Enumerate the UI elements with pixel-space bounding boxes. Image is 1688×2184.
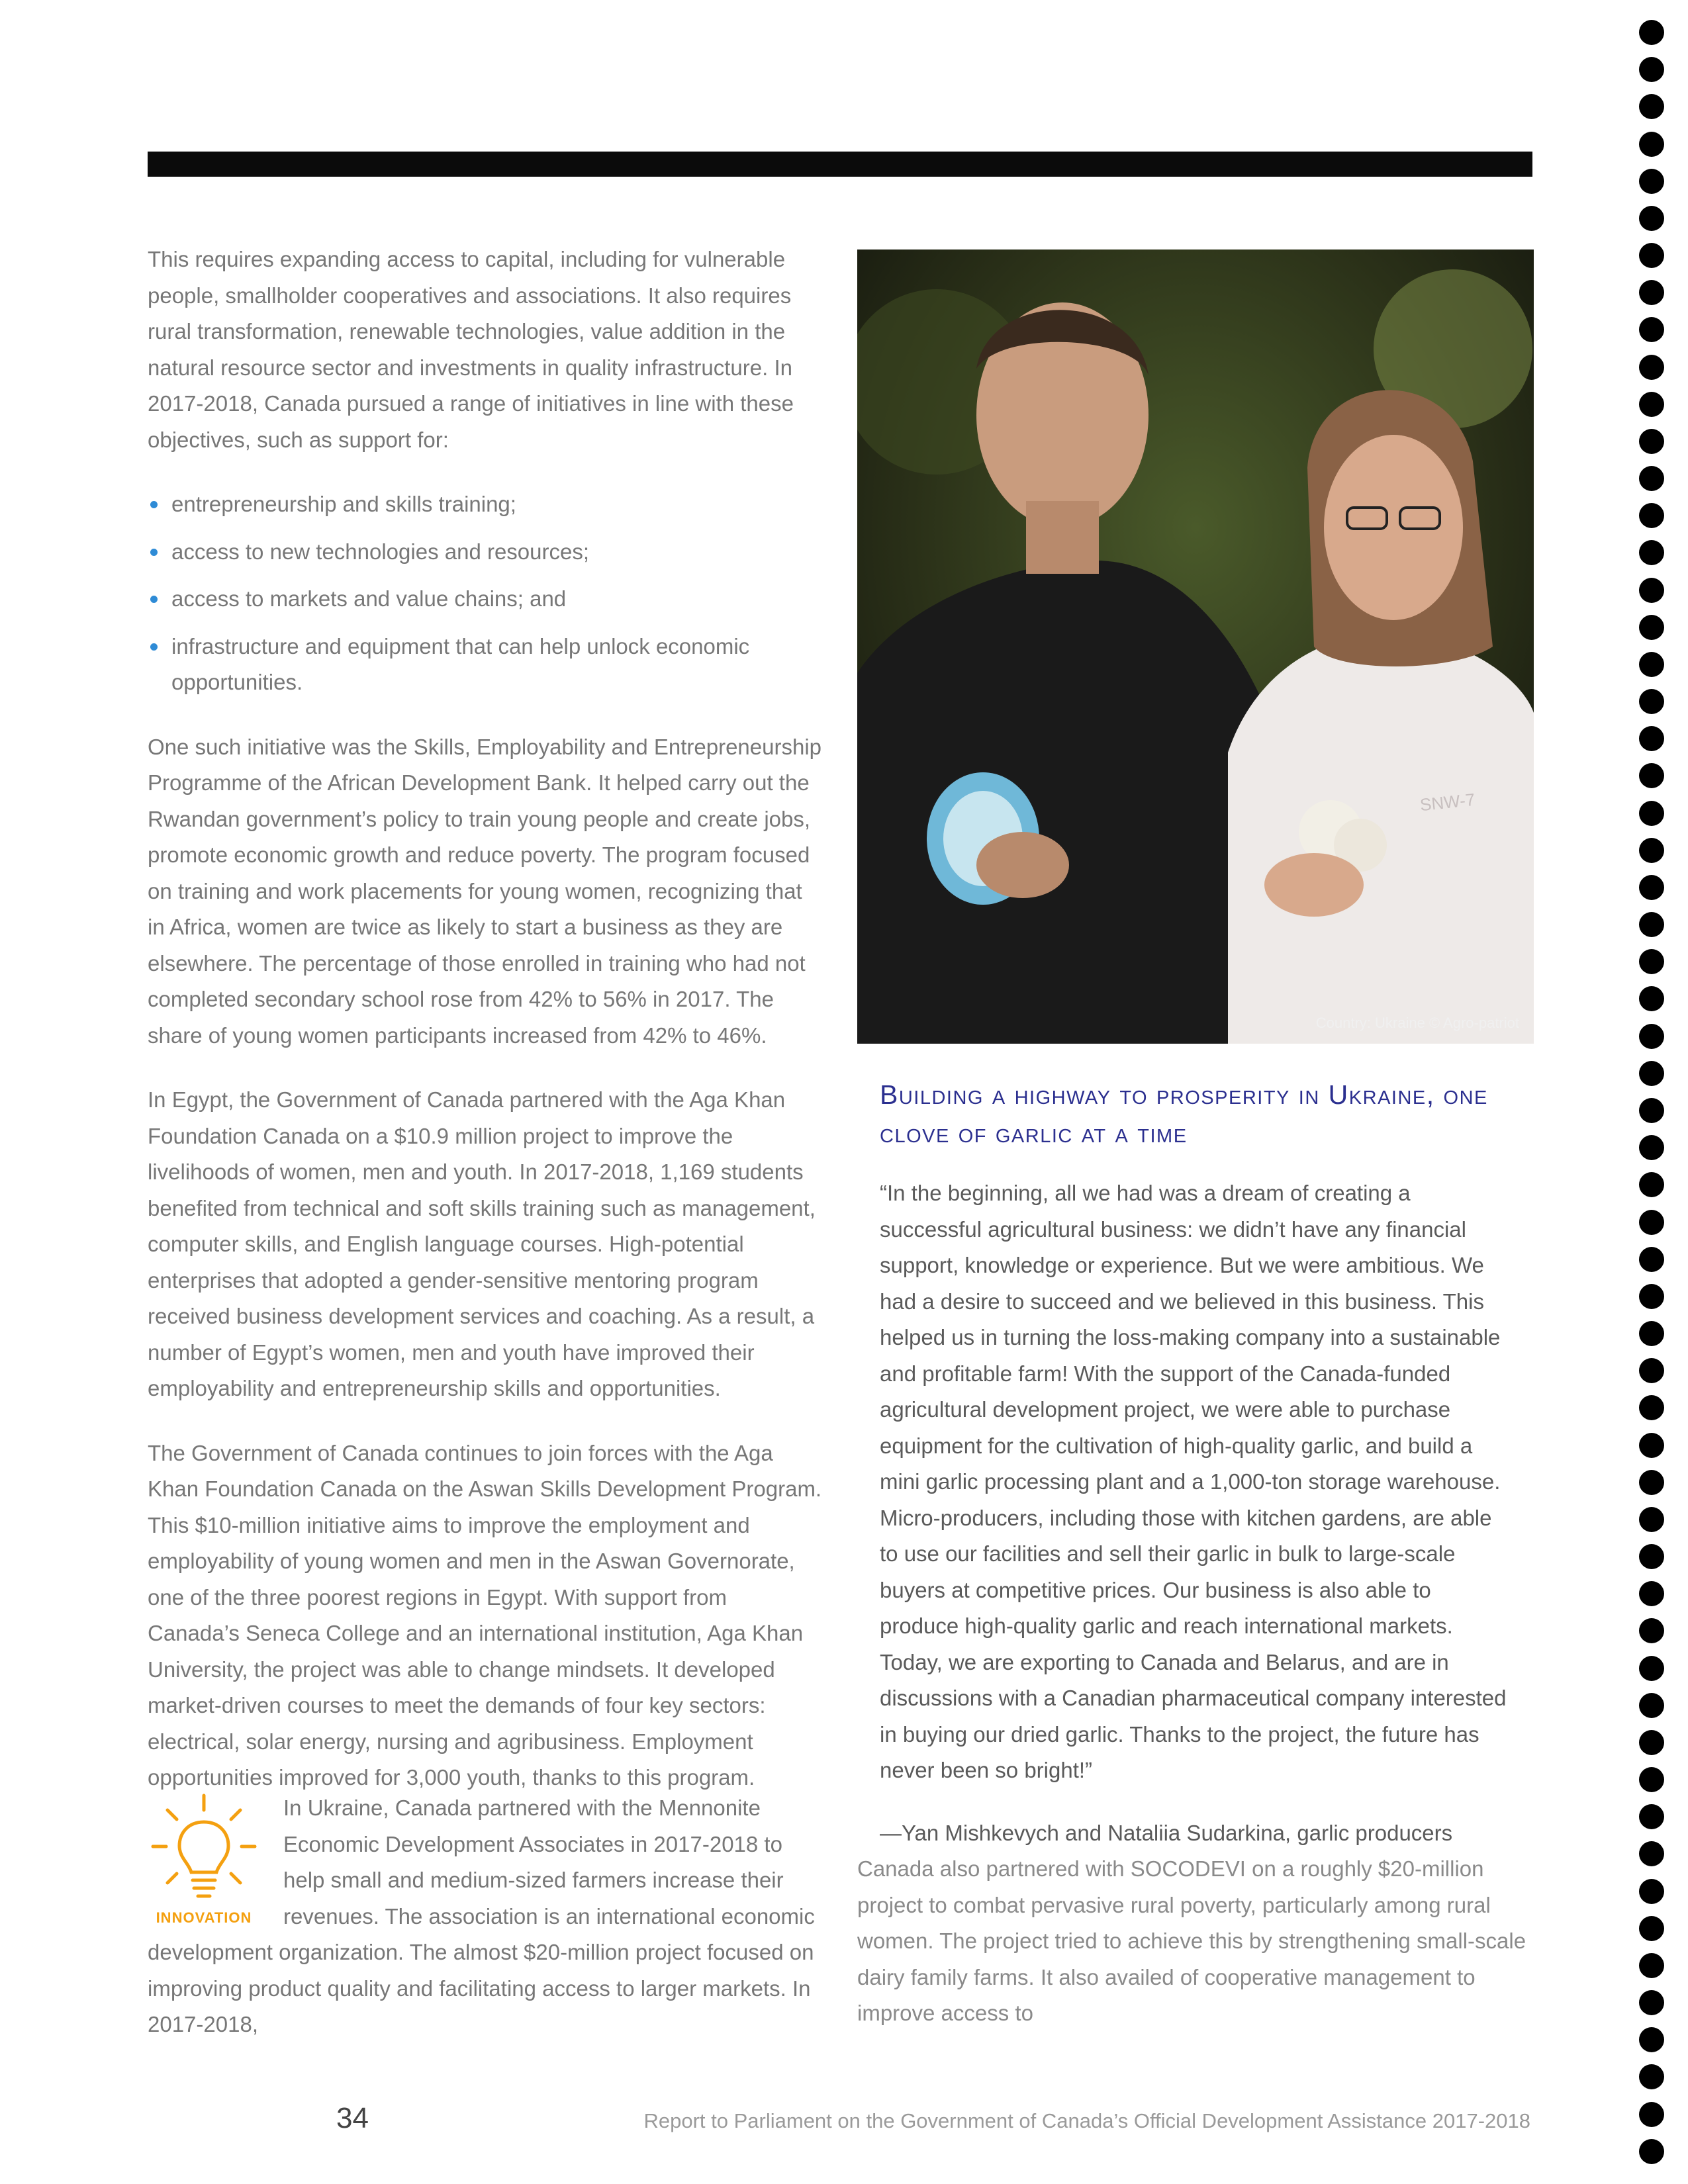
binding-hole xyxy=(1639,1470,1664,1495)
binding-hole xyxy=(1639,355,1664,380)
binding-hole xyxy=(1639,1693,1664,1718)
binding-hole xyxy=(1639,1916,1664,1941)
page-number: 34 xyxy=(336,2102,369,2134)
list-item: infrastructure and equipment that can help unlock economic opportunities. xyxy=(148,629,823,701)
binding-hole xyxy=(1639,1247,1664,1272)
binding-hole xyxy=(1639,1841,1664,1866)
bullet-list xyxy=(148,486,823,701)
binding-hole xyxy=(1639,2027,1664,2052)
list-item: entrepreneurship and skills training; xyxy=(148,486,823,523)
binding-hole xyxy=(1639,1358,1664,1383)
binding-hole xyxy=(1639,986,1664,1011)
binding-hole xyxy=(1639,1656,1664,1681)
binding-hole xyxy=(1639,1953,1664,1978)
binding-hole xyxy=(1639,169,1664,194)
binding-hole xyxy=(1639,57,1664,82)
paragraph-intro: This requires expanding access to capital, including for vulnerable people, smallholder cooperatives and associations. It also requires rural transformation, renewable technologies, value addition in the natural resource sector and investments in quality infrastructure. In 2017-2018, Canada pursued a range of initiatives in line with these objectives, such as support for: xyxy=(148,247,794,452)
paragraph-socodevi: Canada also partnered with SOCODEVI on a roughly $20-million project to combat pervasive rural poverty, particularly among rural women. The project tried to achieve this by strengthening small-scale dairy family farms. It also availed of cooperative management to improve access to xyxy=(857,1856,1526,2025)
spiral-binding xyxy=(1639,20,1668,2164)
binding-hole xyxy=(1639,429,1664,454)
binding-hole xyxy=(1639,2102,1664,2127)
binding-hole xyxy=(1639,578,1664,603)
left-column xyxy=(148,242,823,1825)
quote-text: “In the beginning, all we had was a dream of creating a successful agricultural business: we didn’t have any financial support, knowledge or experience. But we were ambitious. We had a desire to succeed and we believed in this business. This helped us in turning the loss-making company into a sustainable and profitable farm! With the support of the Canada-funded agricultural development project, we were able to purchase equipment for the cultivation of high-quality garlic, and build a mini garlic processing plant and a 1,000-ton storage warehouse. Micro-producers, including those with kitchen gardens, are able to use our facilities and sell their garlic in bulk to large-scale buyers at competitive prices. Our business is also able to produce high-quality garlic and reach international markets. Today, we are exporting to Canada and Belarus, and are in discussions with a Canadian pharmaceutical company interested in buying our dried garlic. Thanks to the project, the future has never been so bright!” xyxy=(880,1181,1507,1782)
binding-hole xyxy=(1639,94,1664,119)
binding-hole xyxy=(1639,652,1664,677)
paragraph-egypt: In Egypt, the Government of Canada partnered with the Aga Khan Foundation Canada on a $10.9 million project to improve the livelihoods of women, men and youth. In 2017-2018, 1,169 students benefited from technical and soft skills training such as management, computer skills, and English language courses. High-potential enterprises that adopted a gender-sensitive mentoring program received business development services and coaching. As a result, a number of Egypt’s women, men and youth have improved their employability and entrepreneurship skills and opportunities. xyxy=(148,1087,816,1400)
binding-hole xyxy=(1639,1618,1664,1643)
binding-hole xyxy=(1639,392,1664,417)
binding-hole xyxy=(1639,726,1664,751)
binding-hole xyxy=(1639,949,1664,974)
right-column-continued xyxy=(857,1851,1532,2032)
running-footer: Report to Parliament on the Government of Canada’s Official Development Assistance 2017-2018 xyxy=(643,2109,1530,2132)
photo-garlic-producers xyxy=(857,250,1534,1044)
binding-hole xyxy=(1639,2064,1664,2089)
binding-hole xyxy=(1639,206,1664,231)
binding-hole xyxy=(1639,132,1664,157)
innovation-label: INNOVATION xyxy=(156,1909,252,1926)
binding-hole xyxy=(1639,280,1664,305)
binding-hole xyxy=(1639,1321,1664,1346)
binding-hole xyxy=(1639,317,1664,342)
binding-hole xyxy=(1639,875,1664,900)
list-item: access to markets and value chains; and xyxy=(148,581,823,617)
quote-attribution: —Yan Mishkevych and Nataliia Sudarkina, garlic producers xyxy=(880,1820,1453,1845)
binding-hole xyxy=(1639,689,1664,714)
binding-hole xyxy=(1639,2139,1664,2164)
lightbulb-icon xyxy=(148,1790,260,1906)
list-item: access to new technologies and resources; xyxy=(148,534,823,570)
binding-hole xyxy=(1639,1098,1664,1123)
binding-hole xyxy=(1639,801,1664,826)
binding-hole xyxy=(1639,1804,1664,1829)
binding-hole xyxy=(1639,763,1664,788)
paragraph-aswan: The Government of Canada continues to join forces with the Aga Khan Foundation Canada on the Aswan Skills Development Program. This $10-million initiative aims to improve the employment and employability of young women and men in the Aswan Governorate, one of the three poorest regions in Egypt. With support from Canada’s Seneca College and an international institution, Aga Khan University, the project was able to change mindsets. It developed market-driven courses to meet the demands of four key sectors: electrical, solar energy, nursing and agribusiness. Employment opportunities improved for 3,000 youth, thanks to this program. xyxy=(148,1440,822,1790)
photo-caption: Country: Ukraine © Agro-patriot xyxy=(1315,1015,1519,1031)
header-rule xyxy=(148,152,1532,177)
binding-hole xyxy=(1639,1284,1664,1309)
binding-hole xyxy=(1639,1135,1664,1160)
innovation-badge xyxy=(148,1790,260,1926)
paragraph-rwanda: One such initiative was the Skills, Employability and Entrepreneurship Programme of the African Development Bank. It helped carry out the Rwandan government’s policy to train young people and create jobs, promote economic growth and reduce poverty. The program focused on training and work placements for young women, recognizing that in Africa, women are twice as likely to start a business as they are elsewhere. The percentage of those enrolled in training who had not completed secondary school rose from 42% to 56% in 2017. The share of young women participants increased from 42% to 46%. xyxy=(148,734,822,1048)
binding-hole xyxy=(1639,466,1664,491)
binding-hole xyxy=(1639,1730,1664,1755)
binding-hole xyxy=(1639,1061,1664,1086)
binding-hole xyxy=(1639,838,1664,863)
paragraph-ukraine-text: In Ukraine, Canada partnered with the Mennonite Economic Development Associates in 2017-2018 to help small and medium-sized farmers increase their revenues. The association is an international economic development organization. The almost $20-million project focused on improving product quality and facilitating access to larger markets. In 2017-2018, xyxy=(148,1796,815,2036)
binding-hole xyxy=(1639,1024,1664,1049)
binding-hole xyxy=(1639,1172,1664,1197)
binding-hole xyxy=(1639,615,1664,640)
producers-photo-illustration xyxy=(857,250,1534,1044)
binding-hole xyxy=(1639,1395,1664,1420)
binding-hole xyxy=(1639,1210,1664,1235)
binding-hole xyxy=(1639,243,1664,268)
binding-hole xyxy=(1639,1990,1664,2015)
binding-hole xyxy=(1639,20,1664,45)
binding-hole xyxy=(1639,1433,1664,1458)
binding-hole xyxy=(1639,912,1664,937)
binding-hole xyxy=(1639,1544,1664,1569)
binding-hole xyxy=(1639,540,1664,565)
binding-hole xyxy=(1639,1507,1664,1532)
binding-hole xyxy=(1639,1581,1664,1606)
binding-hole xyxy=(1639,1879,1664,1904)
sidebar-title: Building a highway to prosperity in Ukraine, one clove of garlic at a time xyxy=(880,1079,1488,1148)
binding-hole xyxy=(1639,503,1664,528)
sidebar-quote xyxy=(880,1175,1509,1878)
jacket-text: SNW-7 xyxy=(1419,789,1476,815)
binding-hole xyxy=(1639,1767,1664,1792)
